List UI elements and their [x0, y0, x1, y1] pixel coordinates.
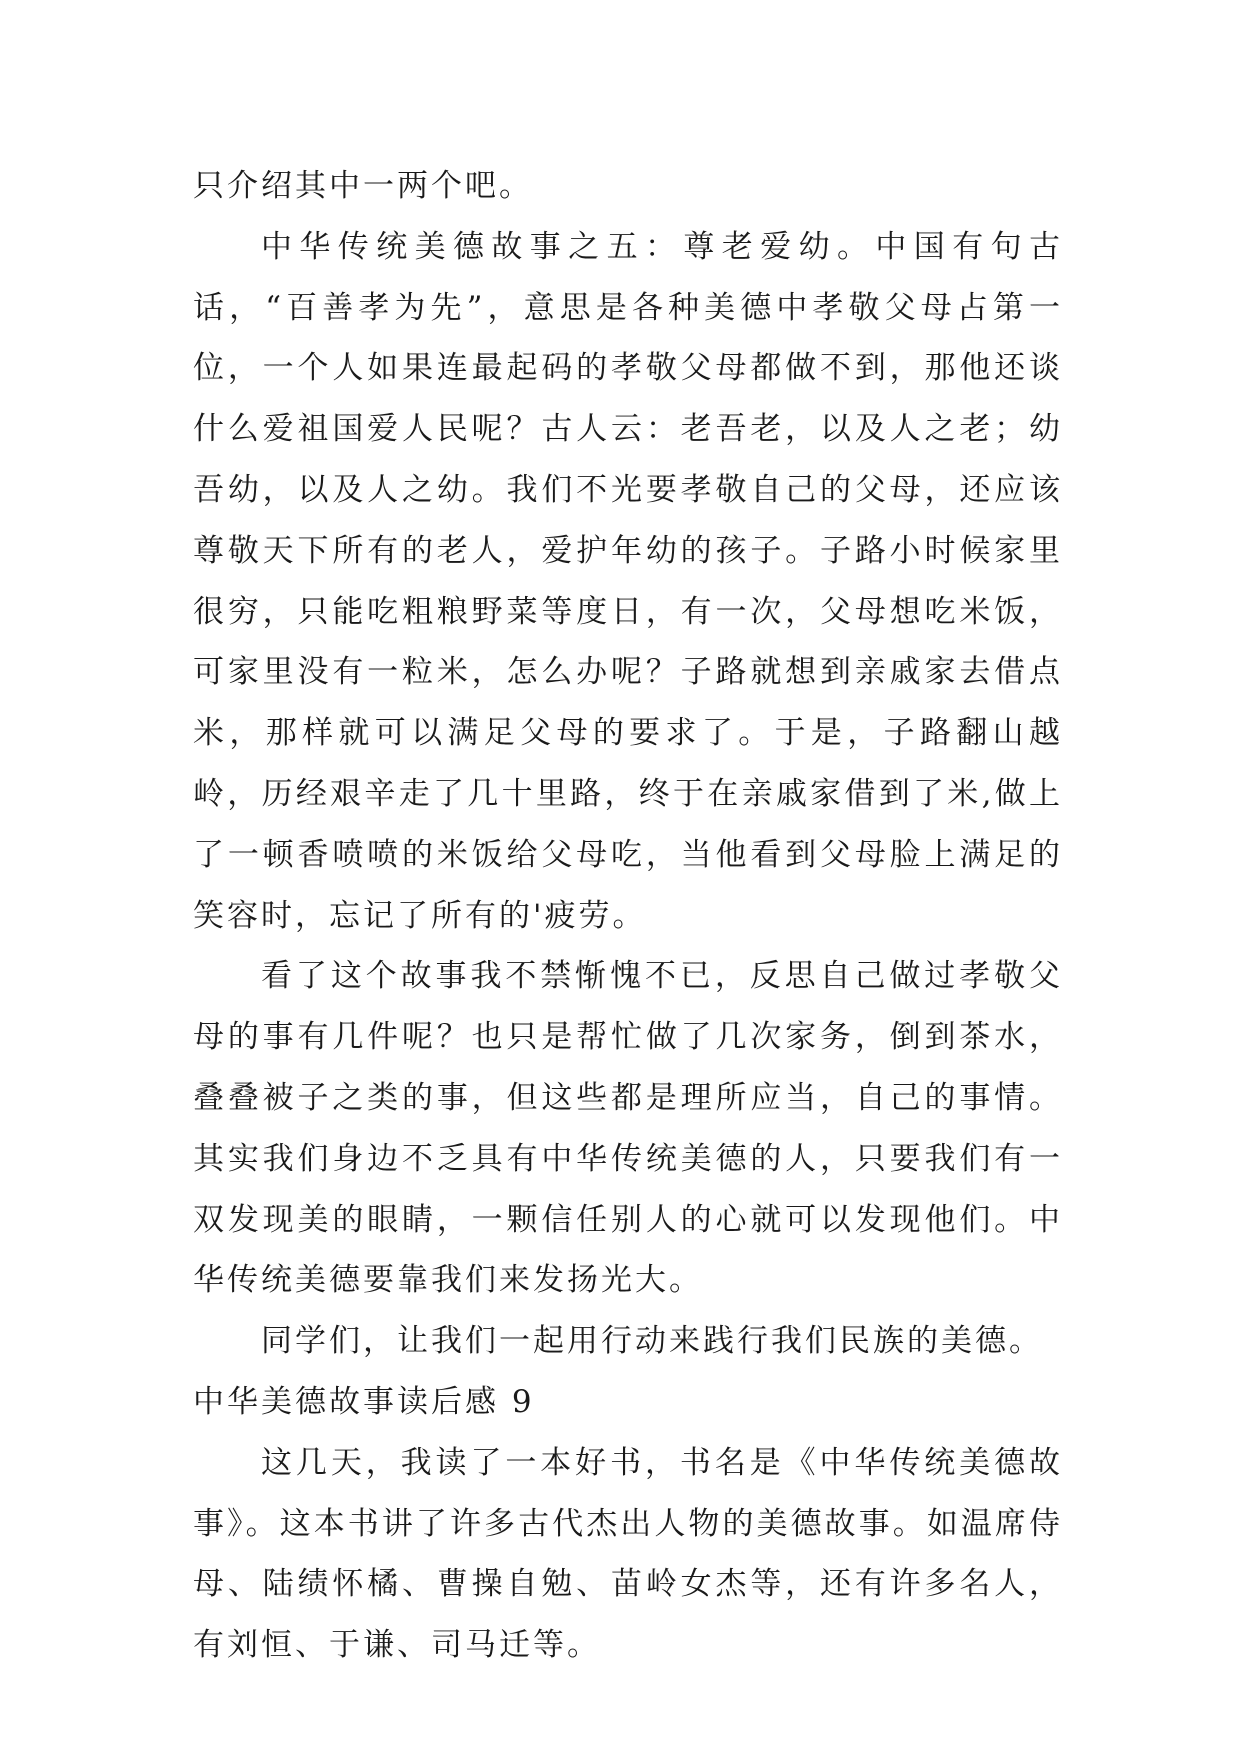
paragraph-continuation: 只介绍其中一两个吧。	[193, 168, 533, 204]
paragraph-story-five: 中华传统美德故事之五：尊老爱幼。中国有句古话，“百善孝为先”，意思是各种美德中孝敬父母占第一位，一个人如果连最起码的孝敬父母都做不到，那他还谈什么爱祖国爱人民呢？古人云：老吾老，以及人之老；幼吾幼，以及人之幼。我们不光要孝敬自己的父母，还应该尊敬天下所有的老人，爱护年幼的孩子。子路小时候家里很穷，只能吃粗粮野菜等度日，有一次，父母想吃米饭，可家里没有一粒米，怎么办呢？子路就想到亲戚家去借点米，那样就可以满足父母的要求了。于是，子路翻山越岭，历经艰辛走了几十里路，终于在亲戚家借到了米,做上了一顿香喷喷的米饭给父母吃，当他看到父母脸上满足的笑容时，忘记了所有的'疲劳。	[193, 228, 1063, 934]
section-heading: 中华美德故事读后感 9	[193, 1383, 535, 1420]
paragraph-book-intro: 这几天，我读了一本好书，书名是《中华传统美德故事》。这本书讲了许多古代杰出人物的美德故事。如温席侍母、陆绩怀橘、曹操自勉、苗岭女杰等，还有许多名人，有刘恒、于谦、司马迁等。	[193, 1444, 1063, 1664]
document-body	[193, 156, 1063, 1676]
paragraph-call-to-action: 同学们，让我们一起用行动来践行我们民族的美德。	[261, 1323, 1043, 1360]
paragraph-reflection: 看了这个故事我不禁惭愧不已，反思自己做过孝敬父母的事有几件呢？也只是帮忙做了几次家务，倒到茶水，叠叠被子之类的事，但这些都是理所应当，自己的事情。其实我们身边不乏具有中华传统美德的人，只要我们有一双发现美的眼睛，一颗信任别人的心就可以发现他们。中华传统美德要靠我们来发扬光大。	[193, 958, 1063, 1299]
